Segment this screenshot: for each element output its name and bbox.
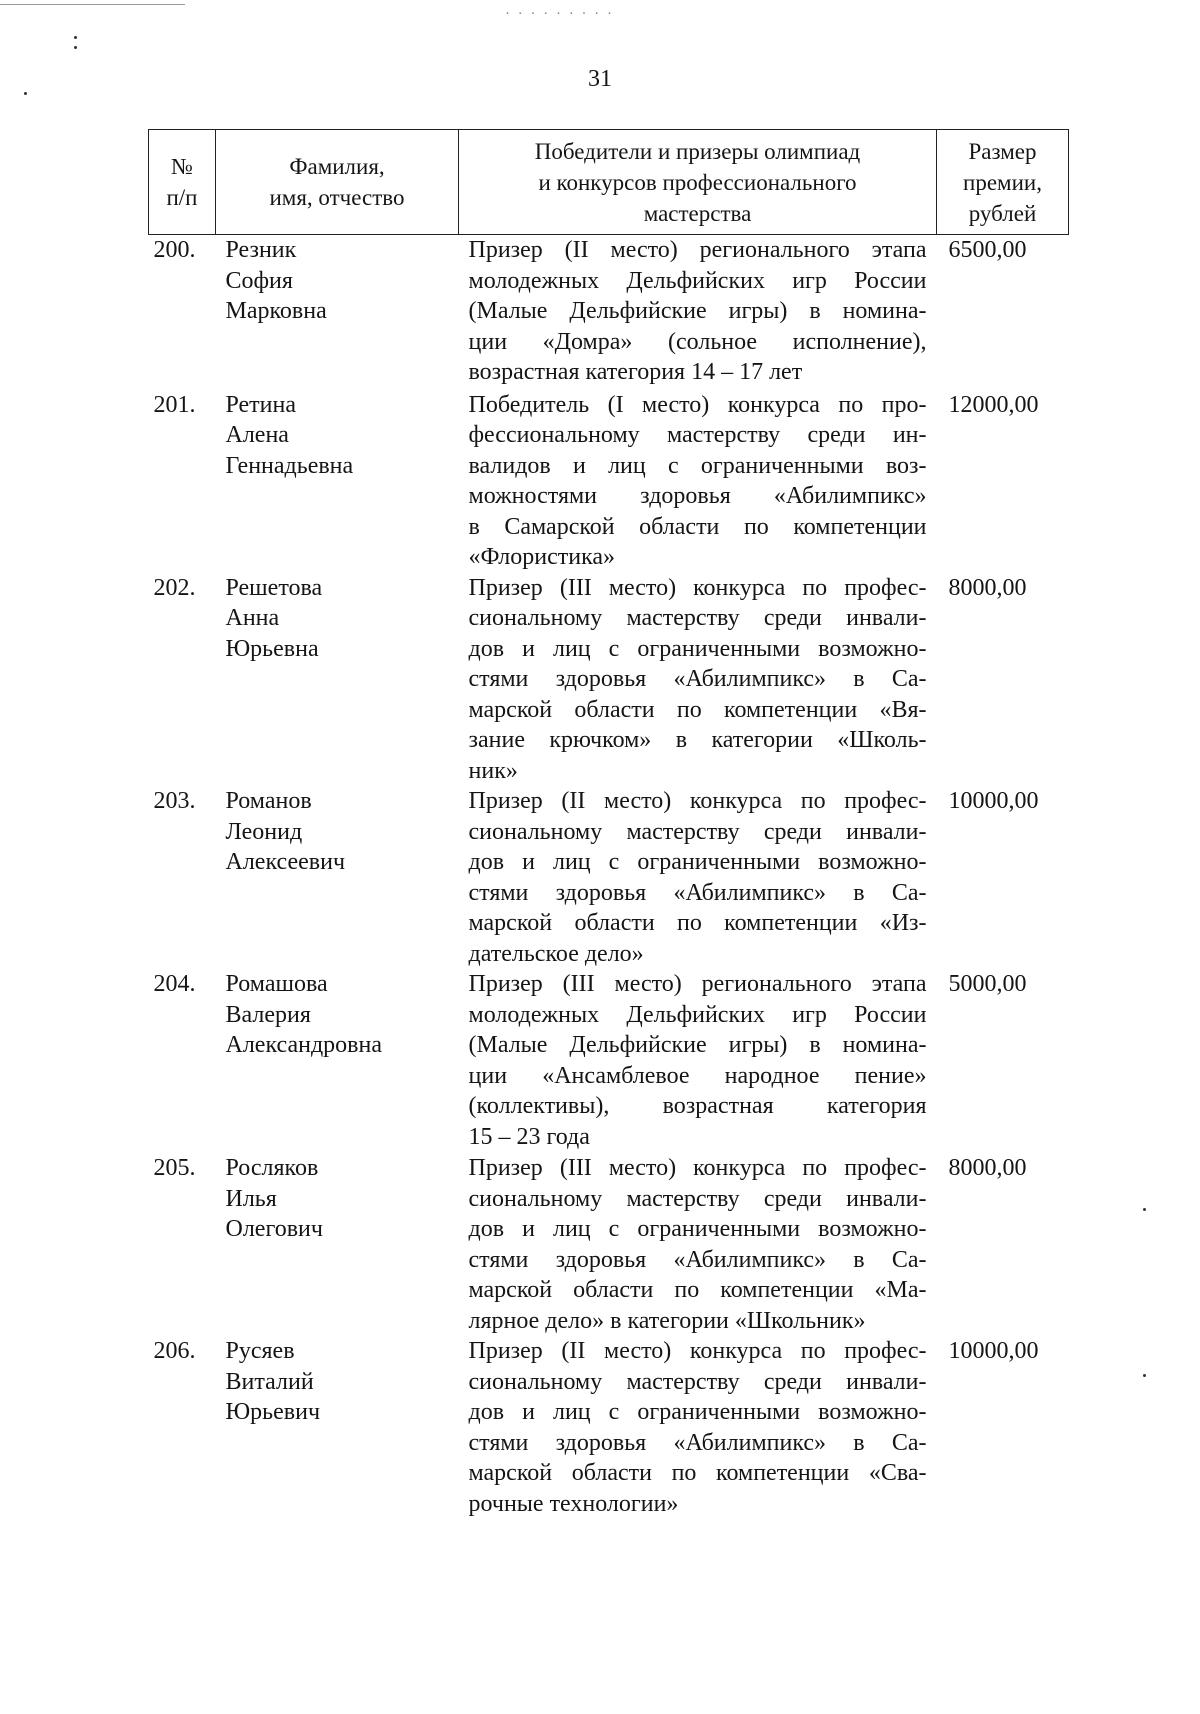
award-description [459,390,937,573]
description-line: молодежных Дельфийских игр России [468,267,927,294]
table-body [149,235,1069,1537]
name-line: Валерия [225,1001,311,1028]
name-line: Резник [225,237,297,263]
description-line: ции «Ансамблевое народное пение» [468,1062,927,1089]
description-line: зание крючком» в категории «Школь- [468,727,927,753]
name-line: Росляков [225,1155,319,1181]
description-line: сиональному мастерству среди инвали- [468,818,927,845]
award-description [459,786,937,969]
description-line: стями здоровья «Абилимпикс» в Са- [468,1429,927,1456]
award-description [459,1336,937,1536]
row-number: 201. [153,391,196,418]
table-row [149,1336,1069,1536]
name-line: Юрьевич [225,1399,321,1425]
scan-speck [1143,1374,1146,1377]
description-line: возрастная категория 14 – 17 лет [468,359,803,385]
description-line: марской области по компетенции «Вя- [468,696,927,723]
table-row [149,786,1069,969]
description-line: марской области по компетенции «Из- [468,910,927,936]
award-description [459,1153,937,1336]
recipient-name [216,235,459,390]
name-line: Романов [225,788,312,814]
description-line: Призер (II место) регионального этапа [468,237,927,263]
description-line: сиональному мастерству среди инвали- [468,1185,927,1212]
description-line: фессиональному мастерству среди ин- [468,422,927,448]
description-line: дов и лиц с ограниченными возможно- [468,849,927,875]
recipient-name [216,573,459,787]
row-number: 206. [153,1338,196,1364]
description-line: ции «Домра» (сольное исполнение), [468,328,927,355]
name-line: Ретина [225,391,297,418]
row-number: 202. [153,574,196,601]
name-line: Илья [225,1185,277,1212]
row-number: 200. [153,237,196,263]
description-line: в Самарской области по компетенции [468,513,927,540]
description-line: сиональному мастерству среди инвали- [468,605,927,631]
recipient-name [216,786,459,969]
name-line: Юрьевна [225,635,319,662]
description-line: Победитель (I место) конкурса по про- [468,391,927,418]
description-line: марской области по компетенции «Ма- [468,1277,927,1303]
name-line: Русяев [225,1338,295,1364]
name-line: Анна [225,605,280,631]
name-line: София [225,267,293,294]
description-line: (Малые Дельфийские игры) в номина- [468,298,927,324]
name-line: Александровна [225,1032,383,1058]
row-number: 203. [153,788,196,814]
name-line: Алена [225,422,289,448]
description-line: стями здоровья «Абилимпикс» в Са- [468,1246,927,1273]
award-description [459,235,937,390]
recipient-name [216,1336,459,1536]
header-full-name: Фамилия, имя, отчество [216,130,459,235]
award-description [459,969,937,1153]
name-line: Марковна [225,298,327,324]
scan-speck [74,46,77,49]
description-line: (коллективы), возрастная категория [468,1093,927,1119]
description-line: Призер (II место) конкурса по профес- [468,788,927,814]
table-row [149,235,1069,390]
description-line: «Флористика» [468,544,616,570]
description-line: дов и лиц с ограниченными возможно- [468,1399,927,1425]
recipient-name [216,390,459,573]
description-line: Призер (III место) регионального этапа [468,971,927,997]
description-line: лярное дело» в категории «Школьник» [468,1307,866,1334]
name-line: Решетова [225,574,323,601]
name-line: Олегович [225,1216,323,1242]
prize-amount: 10000,00 [948,1338,1039,1364]
prize-amount: 5000,00 [948,971,1027,997]
prize-amount: 8000,00 [948,1155,1027,1181]
description-line: стями здоровья «Абилимпикс» в Са- [468,879,927,906]
description-line: ник» [468,757,518,784]
description-line: молодежных Дельфийских игр России [468,1001,927,1028]
header-description: Победители и призеры олимпиад и конкурсов профессионального мастерства [459,130,937,235]
description-line: (Малые Дельфийские игры) в номина- [468,1032,927,1058]
name-line: Алексеевич [225,849,346,875]
name-line: Геннадьевна [225,452,354,479]
prize-amount: 10000,00 [948,788,1039,814]
description-line: Призер (III место) конкурса по профес- [468,1155,927,1181]
page-number: 31 [588,66,612,92]
header-prize-amount: Размер премии, рублей [937,130,1069,235]
table-row [149,573,1069,787]
description-line: дов и лиц с ограниченными возможно- [468,635,927,662]
prize-amount: 6500,00 [948,237,1027,263]
table-row [149,1153,1069,1336]
description-line: Призер (II место) конкурса по профес- [468,1338,927,1364]
awards-table [148,129,1069,1536]
award-description [459,573,937,787]
header-number: № п/п [149,130,216,235]
description-line: рочные технологии» [468,1490,679,1517]
table-row [149,390,1069,573]
scan-speck [74,36,77,39]
name-line: Ромашова [225,971,328,997]
scan-edge-line [0,4,185,5]
name-line: Леонид [225,818,303,845]
description-line: дов и лиц с ограниченными возможно- [468,1216,927,1242]
description-line: стями здоровья «Абилимпикс» в Са- [468,666,927,692]
description-line: марской области по компетенции «Сва- [468,1460,927,1486]
description-line: валидов и лиц с ограниченными воз- [468,452,927,479]
description-line: можностями здоровья «Абилимпикс» [468,483,927,509]
description-line: 15 – 23 года [468,1123,590,1150]
description-line: сиональному мастерству среди инвали- [468,1368,927,1395]
prize-amount: 8000,00 [948,574,1027,601]
scan-speck [1143,1208,1146,1211]
prize-amount: 12000,00 [948,391,1039,418]
scan-noise-mark: · · · · · · · · · [505,6,614,22]
table-header [149,130,1069,235]
name-line: Виталий [225,1368,314,1395]
row-number: 205. [153,1155,196,1181]
recipient-name [216,1153,459,1336]
row-number: 204. [153,971,196,997]
recipient-name [216,969,459,1153]
description-line: дательское дело» [468,940,644,967]
table-row [149,969,1069,1153]
description-line: Призер (III место) конкурса по профес- [468,574,927,601]
